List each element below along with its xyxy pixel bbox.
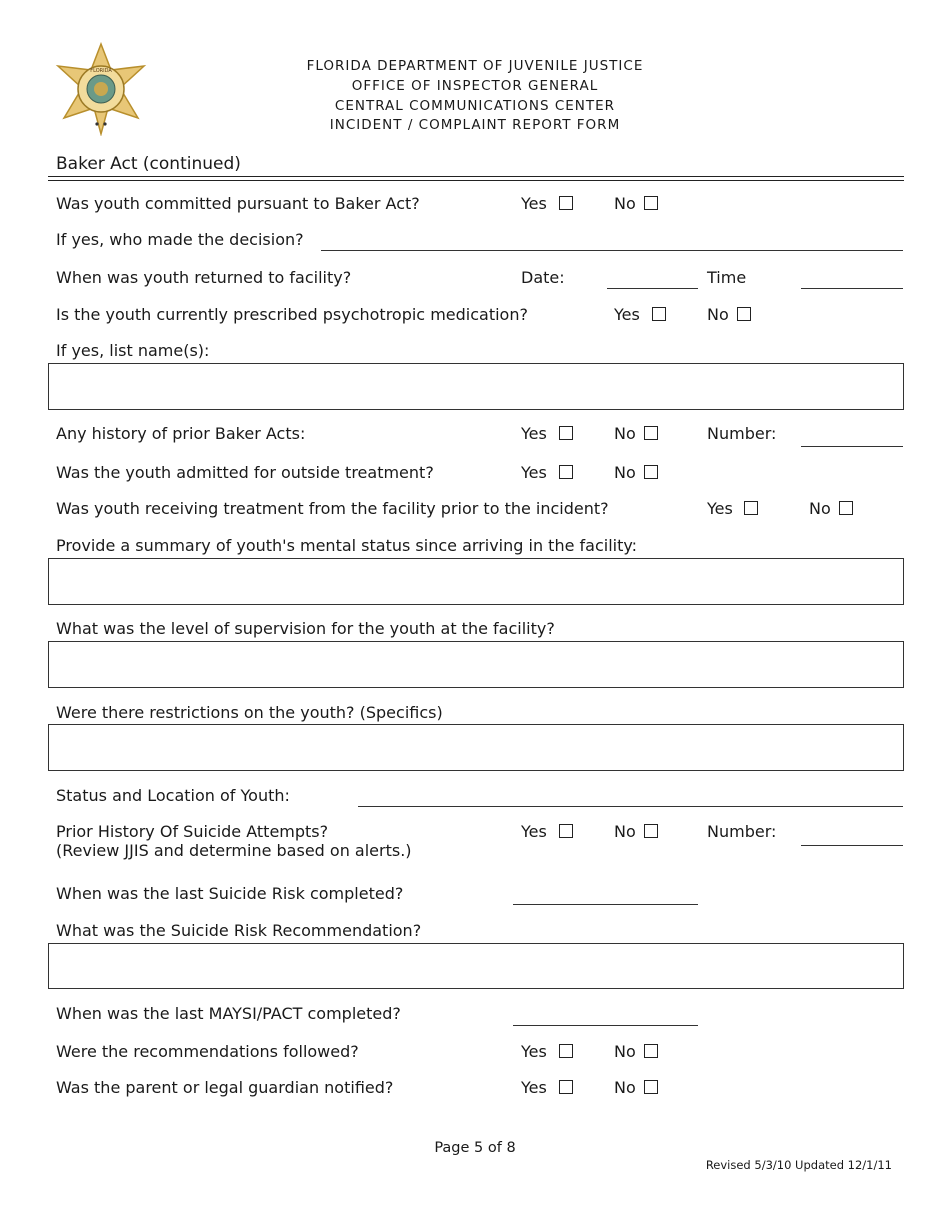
suicide-history-no-label: No (614, 822, 636, 841)
psychotropic-yes-checkbox[interactable] (652, 307, 666, 321)
prior-baker-number-label: Number: (707, 424, 777, 443)
question-list-names: If yes, list name(s): (56, 341, 210, 360)
question-outside-treatment: Was the youth admitted for outside treatment? (56, 463, 434, 482)
header-office: OFFICE OF INSPECTOR GENERAL (351, 78, 599, 94)
question-suicide-history: Prior History Of Suicide Attempts? (56, 822, 329, 841)
revision-note: Revised 5/3/10 Updated 12/1/11 (705, 1158, 892, 1172)
header-center: CENTRAL COMMUNICATIONS CENTER (334, 98, 616, 114)
psychotropic-yes-label: Yes (614, 305, 640, 324)
prior-treatment-yes-label: Yes (707, 499, 733, 518)
question-who-decided: If yes, who made the decision? (56, 230, 304, 249)
question-guardian-notified: Was the parent or legal guardian notified? (56, 1078, 394, 1097)
suicide-history-yes-checkbox[interactable] (559, 824, 573, 838)
guardian-yes-checkbox[interactable] (559, 1080, 573, 1094)
agency-seal-logo (52, 42, 150, 136)
star-badge-icon (52, 42, 150, 136)
prior-baker-number-field[interactable] (801, 446, 903, 447)
guardian-yes-label: Yes (521, 1078, 547, 1097)
question-suicide-risk-completed: When was the last Suicide Risk completed? (56, 884, 404, 903)
question-suicide-risk-recommendation: What was the Suicide Risk Recommendation? (56, 921, 422, 940)
returned-time-field[interactable] (801, 288, 903, 289)
prior-treatment-yes-checkbox[interactable] (744, 501, 758, 515)
section-rule-top (48, 176, 904, 177)
question-recommendations-followed: Were the recommendations followed? (56, 1042, 359, 1061)
header-agency: FLORIDA DEPARTMENT OF JUVENILE JUSTICE (306, 58, 644, 74)
section-rule-bottom (48, 180, 904, 181)
psychotropic-no-checkbox[interactable] (737, 307, 751, 321)
question-supervision: What was the level of supervision for the youth at the facility? (56, 619, 555, 638)
question-psychotropic: Is the youth currently prescribed psychotropic medication? (56, 305, 528, 324)
returned-time-label: Time (707, 268, 747, 287)
mental-status-textbox[interactable] (48, 558, 904, 605)
suicide-history-yes-label: Yes (521, 822, 547, 841)
outside-treatment-yes-checkbox[interactable] (559, 465, 573, 479)
psychotropic-no-label: No (707, 305, 729, 324)
restrictions-textbox[interactable] (48, 724, 904, 771)
question-returned: When was youth returned to facility? (56, 268, 352, 287)
question-committed: Was youth committed pursuant to Baker Act? (56, 194, 420, 213)
outside-treatment-yes-label: Yes (521, 463, 547, 482)
committed-no-label: No (614, 194, 636, 213)
prior-baker-no-checkbox[interactable] (644, 426, 658, 440)
suicide-history-number-field[interactable] (801, 845, 903, 846)
question-maysi-completed: When was the last MAYSI/PACT completed? (56, 1004, 401, 1023)
suicide-risk-date-field[interactable] (513, 904, 698, 905)
question-prior-baker: Any history of prior Baker Acts: (56, 424, 306, 443)
section-title: Baker Act (continued) (56, 154, 241, 174)
maysi-date-field[interactable] (513, 1025, 698, 1026)
returned-date-label: Date: (521, 268, 565, 287)
outside-treatment-no-label: No (614, 463, 636, 482)
who-decided-field[interactable] (321, 250, 903, 251)
recommendations-yes-label: Yes (521, 1042, 547, 1061)
header-form-title: INCIDENT / COMPLAINT REPORT FORM (329, 117, 621, 133)
suicide-history-note: (Review JJIS and determine based on alerts.) (56, 841, 412, 860)
recommendations-no-checkbox[interactable] (644, 1044, 658, 1058)
prior-baker-yes-checkbox[interactable] (559, 426, 573, 440)
svg-text:FLORIDA: FLORIDA (90, 68, 112, 74)
question-mental-status: Provide a summary of youth's mental status since arriving in the facility: (56, 536, 638, 555)
committed-no-checkbox[interactable] (644, 196, 658, 210)
prior-baker-no-label: No (614, 424, 636, 443)
suicide-risk-recommendation-textbox[interactable] (48, 943, 904, 989)
recommendations-no-label: No (614, 1042, 636, 1061)
question-status-location: Status and Location of Youth: (56, 786, 290, 805)
supervision-textbox[interactable] (48, 641, 904, 688)
suicide-history-no-checkbox[interactable] (644, 824, 658, 838)
returned-date-field[interactable] (607, 288, 698, 289)
status-location-field[interactable] (358, 806, 903, 807)
guardian-no-checkbox[interactable] (644, 1080, 658, 1094)
outside-treatment-no-checkbox[interactable] (644, 465, 658, 479)
suicide-history-number-label: Number: (707, 822, 777, 841)
page-number: Page 5 of 8 (434, 1140, 516, 1156)
guardian-no-label: No (614, 1078, 636, 1097)
prior-baker-yes-label: Yes (521, 424, 547, 443)
question-prior-treatment: Was youth receiving treatment from the facility prior to the incident? (56, 499, 609, 518)
prior-treatment-no-label: No (809, 499, 831, 518)
committed-yes-label: Yes (521, 194, 547, 213)
recommendations-yes-checkbox[interactable] (559, 1044, 573, 1058)
committed-yes-checkbox[interactable] (559, 196, 573, 210)
question-restrictions: Were there restrictions on the youth? (Specifics) (56, 703, 443, 722)
prior-treatment-no-checkbox[interactable] (839, 501, 853, 515)
medication-names-textbox[interactable] (48, 363, 904, 410)
